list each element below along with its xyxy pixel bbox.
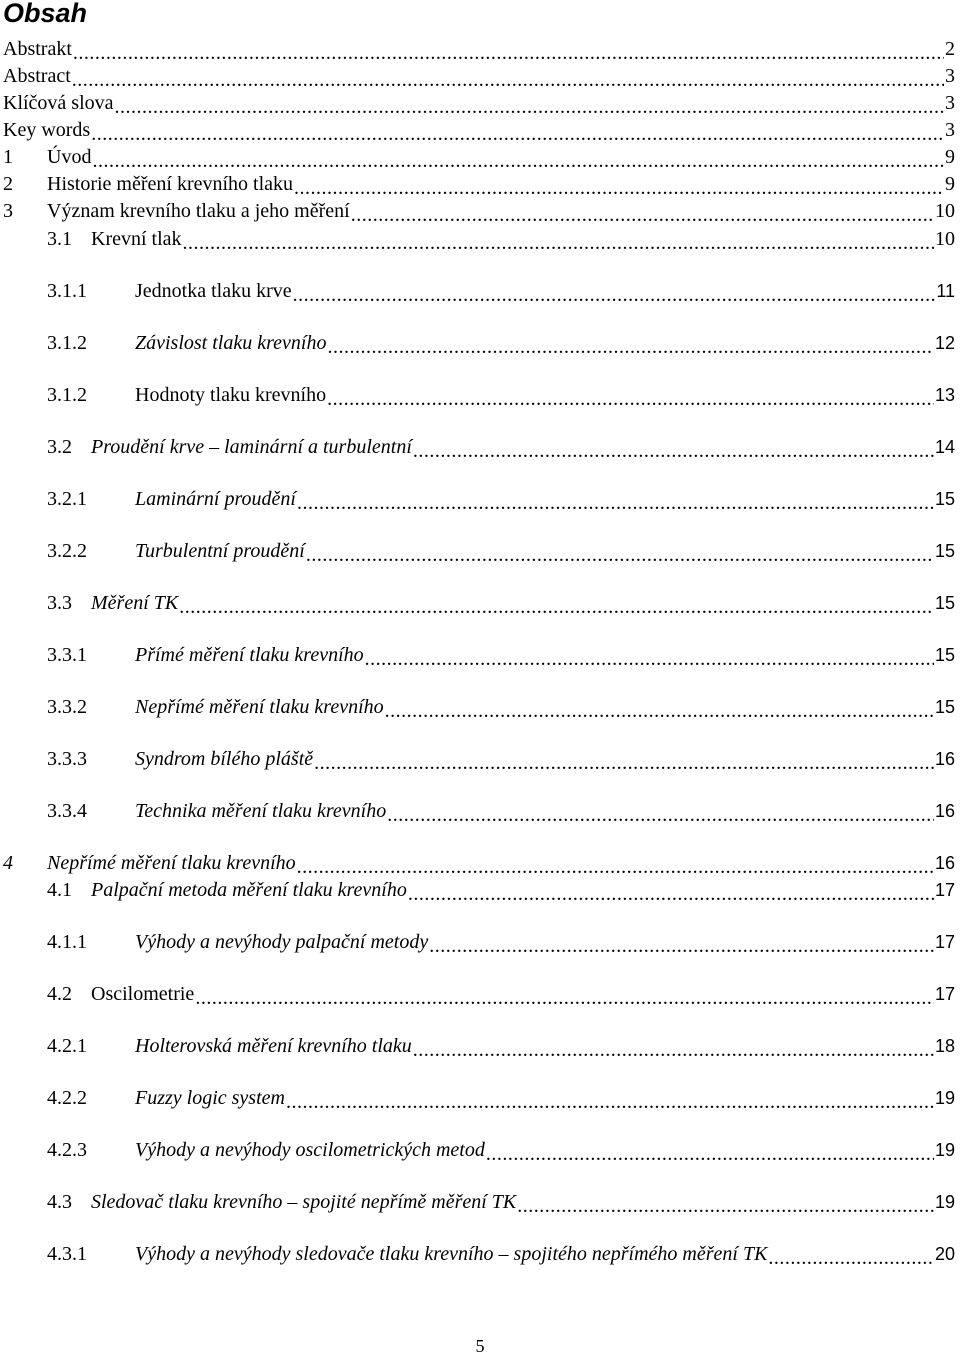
toc-entry-klicova-slova[interactable] bbox=[0, 88, 955, 114]
toc-page-number: 12 bbox=[934, 333, 955, 353]
toc-leader-dots bbox=[314, 752, 934, 770]
toc-section-number: 4.1.1 bbox=[47, 931, 87, 953]
toc-entry-title: Klíčová slova bbox=[3, 92, 114, 114]
toc-entry-3-3-3[interactable] bbox=[0, 744, 955, 770]
toc-page-number: 15 bbox=[934, 645, 955, 665]
toc-page-number: 10 bbox=[935, 200, 955, 222]
toc-leader-dots bbox=[385, 700, 934, 718]
toc-entry-title: Oscilometrie bbox=[91, 983, 195, 1005]
toc-leader-dots bbox=[73, 42, 944, 60]
toc-page-number: 19 bbox=[934, 1088, 955, 1108]
toc-entry-4-1-1[interactable] bbox=[0, 927, 955, 953]
toc-leader-dots bbox=[387, 804, 934, 822]
toc-entry-4-2-3[interactable] bbox=[0, 1135, 955, 1161]
toc-entry-abstract[interactable] bbox=[0, 61, 955, 87]
toc-entry-3-1-2b[interactable] bbox=[0, 380, 955, 406]
toc-section-number: 3 bbox=[3, 200, 13, 222]
toc-entry-3-1-1[interactable] bbox=[0, 276, 955, 302]
toc-entry-title: Přímé měření tlaku krevního bbox=[135, 644, 364, 666]
toc-section-number: 3.1.2 bbox=[47, 332, 87, 354]
toc-leader-dots bbox=[413, 440, 934, 458]
toc-entry-title: Nepřímé měření tlaku krevního bbox=[135, 696, 384, 718]
toc-entry-title: Historie měření krevního tlaku bbox=[47, 173, 294, 195]
toc-entry-title: Syndrom bílého pláště bbox=[135, 748, 314, 770]
toc-entry-4-1[interactable] bbox=[0, 875, 955, 901]
toc-page-number: 3 bbox=[945, 119, 955, 141]
toc-entry-3-2[interactable] bbox=[0, 432, 955, 458]
toc-entry-3-1[interactable] bbox=[0, 224, 955, 250]
toc-entry-title: Palpační metoda měření tlaku krevního bbox=[91, 879, 407, 901]
toc-leader-dots bbox=[327, 336, 934, 354]
toc-entry-key-words[interactable] bbox=[0, 115, 955, 141]
toc-section-number: 4 bbox=[3, 852, 13, 874]
toc-leader-dots bbox=[297, 856, 934, 874]
toc-entry-title: Význam krevního tlaku a jeho měření bbox=[47, 200, 350, 222]
toc-page-number: 14 bbox=[934, 437, 955, 457]
toc-entry-title: Jednotka tlaku krve bbox=[135, 280, 292, 302]
toc-page-number: 9 bbox=[945, 146, 955, 168]
toc-entry-title: Sledovač tlaku krevního – spojité nepřímě měření TK bbox=[91, 1191, 517, 1213]
toc-page-number: 15 bbox=[934, 697, 955, 717]
toc-section-number: 4.2.3 bbox=[47, 1139, 87, 1161]
toc-section-number: 3.2 bbox=[47, 436, 72, 458]
toc-entry-title: Výhody a nevýhody palpační metody bbox=[135, 931, 429, 953]
toc-page-number: 15 bbox=[934, 593, 955, 613]
toc-entry-3[interactable] bbox=[0, 196, 955, 222]
toc-section-number: 4.2.2 bbox=[47, 1087, 87, 1109]
toc-page-number: 16 bbox=[934, 801, 955, 821]
toc-section-number: 4.3 bbox=[47, 1191, 72, 1213]
toc-entry-4-2-2[interactable] bbox=[0, 1083, 955, 1109]
toc-page-number: 3 bbox=[945, 65, 955, 87]
toc-entry-title: Turbulentní proudění bbox=[135, 540, 305, 562]
toc-section-number: 3.3.3 bbox=[47, 748, 87, 770]
toc-section-number: 4.2.1 bbox=[47, 1035, 87, 1057]
toc-leader-dots bbox=[297, 492, 934, 510]
toc-leader-dots bbox=[195, 987, 934, 1005]
toc-entry-3-2-1[interactable] bbox=[0, 484, 955, 510]
toc-entry-4-2[interactable] bbox=[0, 979, 955, 1005]
toc-leader-dots bbox=[72, 69, 944, 87]
toc-page-number: 16 bbox=[934, 853, 955, 873]
toc-entry-title: Abstrakt bbox=[3, 38, 72, 60]
toc-entry-title: Výhody a nevýhody sledovače tlaku krevního – spojitého nepřímého měření TK bbox=[135, 1243, 768, 1265]
toc-leader-dots bbox=[486, 1143, 934, 1161]
toc-page-number: 20 bbox=[934, 1244, 955, 1264]
toc-page-number: 15 bbox=[934, 541, 955, 561]
toc-entry-3-3-4[interactable] bbox=[0, 796, 955, 822]
toc-leader-dots bbox=[327, 388, 934, 406]
toc-entry-title: Závislost tlaku krevního bbox=[135, 332, 327, 354]
toc-entry-3-2-2[interactable] bbox=[0, 536, 955, 562]
toc-entry-4-2-1[interactable] bbox=[0, 1031, 955, 1057]
toc-section-number: 3.1.2 bbox=[47, 384, 87, 406]
toc-entry-title: Úvod bbox=[47, 146, 92, 168]
toc-section-number: 3.1 bbox=[47, 228, 72, 250]
toc-entry-4-3[interactable] bbox=[0, 1187, 955, 1213]
toc-leader-dots bbox=[351, 204, 934, 222]
toc-entry-3-3[interactable] bbox=[0, 588, 955, 614]
toc-section-number: 3.2.1 bbox=[47, 488, 87, 510]
toc-leader-dots bbox=[179, 596, 934, 614]
toc-entry-3-1-2[interactable] bbox=[0, 328, 955, 354]
toc-page-number: 17 bbox=[934, 880, 955, 900]
toc-page-number: 19 bbox=[934, 1140, 955, 1160]
toc-entry-title: Hodnoty tlaku krevního bbox=[135, 384, 327, 406]
toc-entry-title: Měření TK bbox=[91, 592, 179, 614]
toc-entry-title: Nepřímé měření tlaku krevního bbox=[47, 852, 296, 874]
toc-entry-title: Fuzzy logic system bbox=[135, 1087, 285, 1109]
toc-page-number: 18 bbox=[934, 1036, 955, 1056]
toc-leader-dots bbox=[306, 544, 934, 562]
toc-leader-dots bbox=[92, 150, 944, 168]
toc-entry-4[interactable] bbox=[0, 848, 955, 874]
toc-section-number: 3.3.4 bbox=[47, 800, 87, 822]
footer-page-number: 5 bbox=[475, 1336, 485, 1356]
toc-entry-title: Proudění krve – laminární a turbulentní bbox=[91, 436, 412, 458]
toc-entry-title: Technika měření tlaku krevního bbox=[135, 800, 387, 822]
toc-section-number: 3.3.2 bbox=[47, 696, 87, 718]
toc-page-number: 19 bbox=[934, 1192, 955, 1212]
toc-section-number: 4.3.1 bbox=[47, 1243, 87, 1265]
toc-page-number: 17 bbox=[934, 984, 955, 1004]
toc-entry-1[interactable] bbox=[0, 142, 955, 168]
toc-leader-dots bbox=[413, 1039, 934, 1057]
toc-section-number: 4.2 bbox=[47, 983, 72, 1005]
toc-entry-title: Holterovská měření krevního tlaku bbox=[135, 1035, 412, 1057]
toc-section-number: 3.3 bbox=[47, 592, 72, 614]
toc-entry-title: Laminární proudění bbox=[135, 488, 296, 510]
toc-entry-4-3-1[interactable] bbox=[0, 1239, 955, 1265]
toc-section-number: 3.3.1 bbox=[47, 644, 87, 666]
toc-section-number: 2 bbox=[3, 173, 13, 195]
toc-entry-3-3-2[interactable] bbox=[0, 692, 955, 718]
toc-leader-dots bbox=[286, 1091, 934, 1109]
toc-leader-dots bbox=[293, 284, 936, 302]
toc-leader-dots bbox=[115, 96, 944, 114]
toc-leader-dots bbox=[183, 232, 934, 250]
toc-leader-dots bbox=[365, 648, 934, 666]
toc-section-number: 1 bbox=[3, 146, 13, 168]
toc-section-number: 3.1.1 bbox=[47, 280, 87, 302]
toc-entry-abstrakt[interactable] bbox=[0, 34, 955, 60]
toc-page-number: 10 bbox=[935, 228, 955, 250]
toc-page-number: 2 bbox=[945, 38, 955, 60]
toc-entry-3-3-1[interactable] bbox=[0, 640, 955, 666]
toc-page-number: 17 bbox=[934, 932, 955, 952]
toc-leader-dots bbox=[408, 883, 934, 901]
toc-entry-title: Krevní tlak bbox=[91, 228, 182, 250]
toc-entry-title: Abstract bbox=[3, 65, 71, 87]
toc-page-number: 16 bbox=[934, 749, 955, 769]
toc-page-number: 13 bbox=[934, 385, 955, 405]
toc-leader-dots bbox=[517, 1195, 934, 1213]
toc-section-number: 3.2.2 bbox=[47, 540, 87, 562]
toc-leader-dots bbox=[91, 123, 944, 141]
toc-page-number: 3 bbox=[945, 92, 955, 114]
toc-page-number: 9 bbox=[945, 173, 955, 195]
toc-entry-2[interactable] bbox=[0, 169, 955, 195]
toc-leader-dots bbox=[768, 1247, 934, 1265]
toc-section-number: 4.1 bbox=[47, 879, 72, 901]
toc-entry-title: Výhody a nevýhody oscilometrických metod bbox=[135, 1139, 485, 1161]
page-title: Obsah bbox=[3, 0, 88, 28]
toc-entry-title: Key words bbox=[3, 119, 91, 141]
toc-leader-dots bbox=[429, 935, 934, 953]
toc-leader-dots bbox=[294, 177, 944, 195]
toc-page-number: 11 bbox=[936, 281, 955, 301]
toc-page-number: 15 bbox=[934, 489, 955, 509]
